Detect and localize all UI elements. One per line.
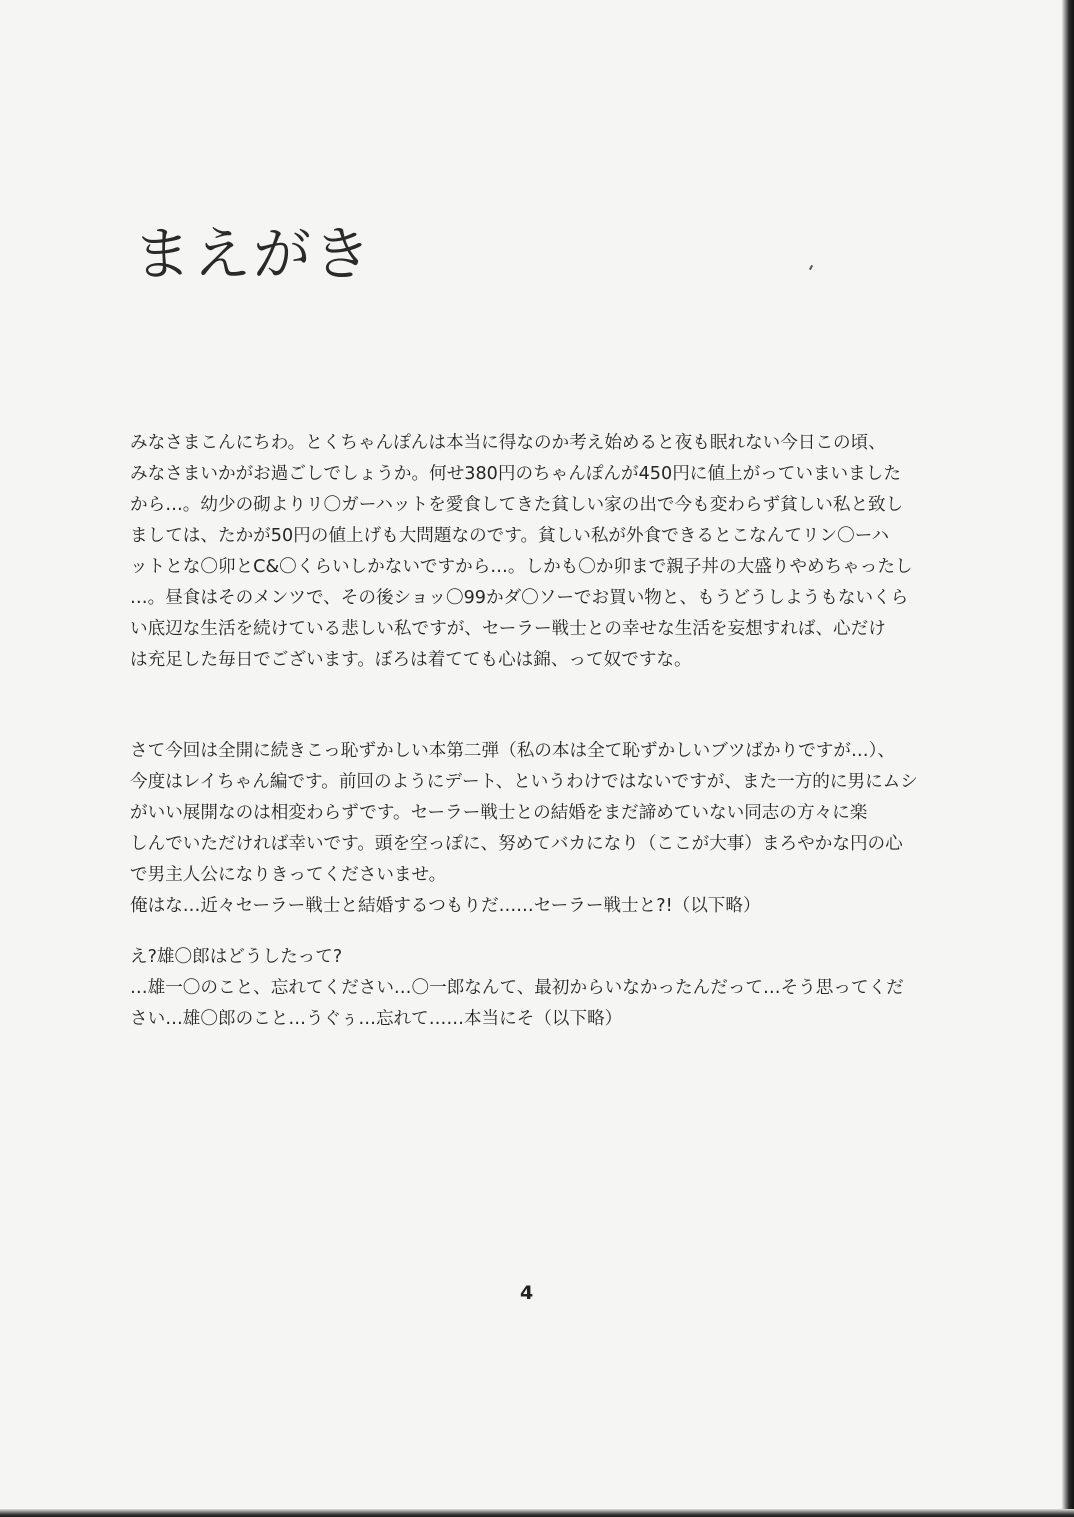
page-title: まえがき: [133, 220, 374, 288]
text-line: …。昼食はそのメンツで、その後ショッ〇99かダ〇ソーでお買い物と、もうどうしようもないくら: [130, 588, 909, 608]
text-line: で男主人公になりきってくださいませ。: [130, 865, 447, 885]
page-number: 4: [520, 1282, 534, 1304]
scan-edge-right: [1062, 0, 1074, 1517]
text-line: から…。幼少の砌よりリ〇ガーハットを愛食してきた貧しい家の出で今も変わらず貧しい私と致し: [130, 495, 904, 515]
text-line: 俺はな…近々セーラー戦士と結婚するつもりだ……セーラー戦士と?!（以下略）: [130, 896, 761, 916]
text-line: ましては、たかが50円の値上げも大問題なのです。貧しい私が外食できるとこなんてリン〇ーハ: [130, 526, 890, 546]
paragraph-1: [130, 428, 950, 676]
text-line: は充足した毎日でございます。ぼろは着てても心は錦、って奴ですな。: [130, 650, 692, 670]
text-line: しんでいただければ幸いです。頭を空っぽに、努めてバカになり（ここが大事）まろやかな円の心: [130, 834, 903, 854]
scan-speck: [809, 265, 813, 270]
scan-edge-bottom: [0, 1509, 1074, 1517]
paragraph-3: [130, 942, 950, 1035]
text-line: ットとな〇卯とC&〇くらいしかないですから…。しかも〇か卯まで親子丼の大盛りやめちゃったし: [130, 557, 913, 577]
text-line: え?雄〇郎はどうしたって?: [130, 947, 343, 967]
text-line: い底辺な生活を続けている悲しい私ですが、セーラー戦士との幸せな生活を妄想すれば、心だけ: [130, 619, 886, 639]
text-line: みなさまいかがお過ごしでしょうか。何せ380円のちゃんぽんが450円に値上がっていまいました: [130, 464, 901, 484]
text-line: …雄一〇のこと、忘れてください…〇一郎なんて、最初からいなかったんだって…そう思ってくだ: [130, 978, 904, 998]
text-line: さい…雄〇郎のこと…うぐぅ…忘れて……本当にそ（以下略）: [130, 1009, 623, 1029]
text-line: みなさまこんにちわ。とくちゃんぽんは本当に得なのか考え始めると夜も眠れない今日この頃、: [130, 433, 886, 453]
paragraph-2: [130, 736, 950, 922]
text-line: 今度はレイちゃん編です。前回のようにデート、というわけではないですが、また一方的に男にムシ: [130, 772, 918, 792]
text-line: さて今回は全開に続きこっ恥ずかしい本第二弾（私の本は全て恥ずかしいブツばかりですが…）、: [130, 741, 895, 761]
text-line: がいい展開なのは相変わらずです。セーラー戦士との結婚をまだ諦めていない同志の方々に楽: [130, 803, 868, 823]
